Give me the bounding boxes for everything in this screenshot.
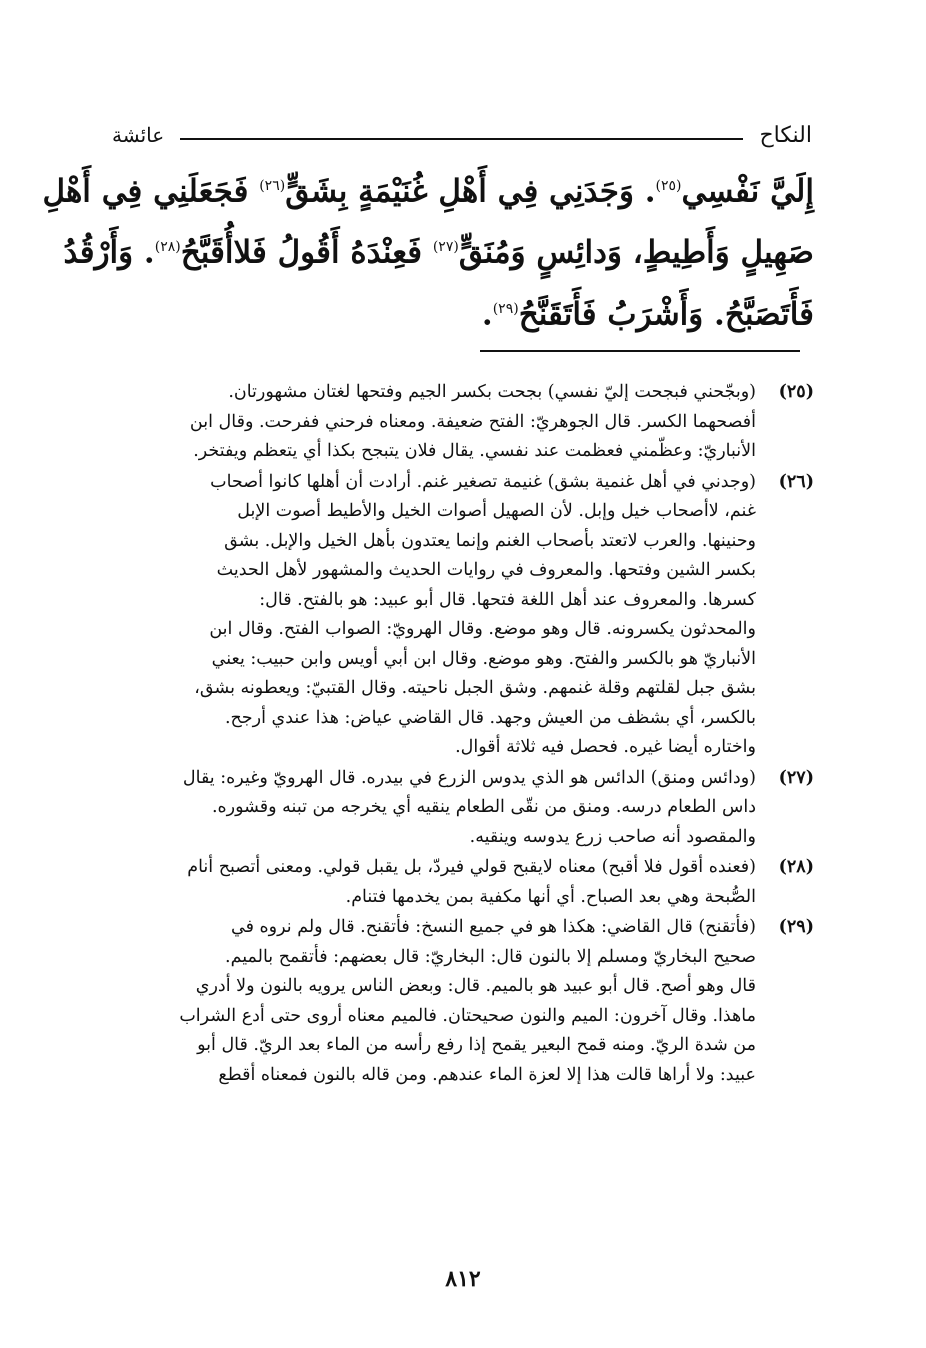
footnote-ref: (٢٩) [492, 300, 519, 317]
footnote-body: (فأتقنح) قال القاضي: هكذا هو في جميع النسخ: فأتقنح. قال ولم نروه في صحيح البخاريّ ومسلم إلا بالنون قال: البخاريّ: قال بعضهم: فأتقمح بالميم. قال وهو أصح. قال أبو عبيد هو بالميم. قال: وبعض الناس يرويه بالنون ولا أدري ماهذا. وقال آخرون: الميم والنون صحيحتان. فالميم معناه أروى حتى أدع الشراب من شدة الريّ. ومنه قمح البعير يقمح إذا رفع رأسه من الماء بعد الريّ. قال أبو عبيد: ولا أراها قالت هذا إلا لعزة الماء عندهم. ومن قاله بالنون فمعناه أقطع [179, 917, 756, 1085]
section-title: عائشة [112, 123, 165, 147]
header-rule [180, 138, 743, 140]
footnote-ref: (٢٦) [259, 178, 286, 194]
chapter-title: النكاح [759, 122, 812, 148]
footnotes [112, 378, 814, 1091]
footnote-25 [112, 378, 814, 467]
footnote-number: (٢٨) [778, 857, 814, 877]
footnote-body: (وجدني في أهل غنمية بشق) غنيمة تصغير غنم. أرادت أن أهلها كانوا أصحاب غنم، لاأصحاب خيل وإبل. لأن الصهيل أصوات الخيل والأطيط أصوت الإبل وحنينها. والعرب لاتعتد بأصحاب الغنم وإنما يعتدون بأهل الخيل والإبل. بشق بكسر الشين وفتحها. والمعروف في روايات الحديث والمشهور لأهل الحديث كسرها. والمعروف عند أهل اللغة فتحها. قال أبو عبيد: هو بالفتح. قال: والمحدثون يكسرونه. قال وهو موضع. وقال الهرويّ: الصواب الفتح. وقال ابن الأنباريّ هو بالكسر والفتح. وهو موضع. وقال ابن أبي أويس وابن حبيب: يعني بشق جبل لقلتهم وقلة غنمهم. وشق الجبل ناحيته. وقال القتبيّ: ويعطونه بشق، بالكسر، أي بشظف من العيش وجهد. قال القاضي عياض: هذا عندي أرجح. واختاره أيضا غيره. فحصل فيه ثلاثة أقوال. [194, 471, 756, 757]
footnote-number: (٢٩) [778, 917, 814, 937]
footnote-28 [112, 853, 814, 912]
footnote-body: (وبجّحني فبجحت إليّ نفسي) بجحت بكسر الجيم وفتحها لغتان مشهورتان. أفصحهما الكسر. قال الجوهريّ: الفتح ضعيفة. ومعناه فرحني ففرحت. وقال ابن الأنباريّ: وعظّمني فعظمت عند نفسي. يقال فلان يتبجح بكذا أي يتعظم ويفتخر. [189, 382, 756, 461]
footnote-separator [480, 350, 800, 352]
footnote-ref: (٢٥) [655, 178, 682, 194]
footnote-body: (فعنده أقول فلا أقبح) معناه لايقبح قولي فيردّ، بل يقبل قولي. ومعنى أتصبح أنام الصُّبحة وهي بعد الصباح. أي أنها مكفية بمن يخدمها فتنام. [187, 857, 756, 907]
footnote-26 [112, 468, 814, 763]
footnote-ref: (٢٧) [432, 239, 459, 256]
footnote-number: (٢٥) [778, 382, 814, 402]
footnote-body: (ودائس ومنق) الدائس هو الذي يدوس الزرع في بيدره. قال الهرويّ وغيره: يقال داس الطعام درسه. ومنق من نقّى الطعام ينقيه أي يخرجه من تبنه وقشوره. والمقصود أنه صاحب زرع يدوسه وينقيه. [182, 767, 756, 847]
running-head [112, 118, 812, 152]
footnote-ref: (٢٨) [154, 239, 181, 256]
footnote-number: (٢٧) [778, 767, 814, 788]
hadith-line: صَهِيلٍ وَأَطِيطٍ، وَدائِسٍ وَمُنَقٍّ$^{(٢٧)}$ فَعِنْدَهُ أَقُولُ فَلاأُقَبَّحُ$^{(٢٨)}$. وَأَرْقُدُ [63, 234, 814, 271]
footnote-number: (٢٦) [778, 471, 814, 492]
page-number: ٨١٢ [445, 1266, 481, 1292]
hadith-line: فَأَتَصَبَّحُ. وَأَشْرَبُ فَأَتَقَنَّحُ$^{(٢٩)}$. [481, 295, 814, 332]
hadith-text [42, 158, 814, 342]
footnote-27 [112, 764, 814, 853]
footnote-29 [112, 913, 814, 1090]
hadith-line: إِلَيَّ نَفْسِي$^{(٢٥)}$. وَجَدَنِي فِي أَهْلِ غُنَيْمَةٍ بِشَقٍّ$^{(٢٦)}$ فَجَعَلَنِي فِي أَهْلِ [42, 173, 814, 210]
